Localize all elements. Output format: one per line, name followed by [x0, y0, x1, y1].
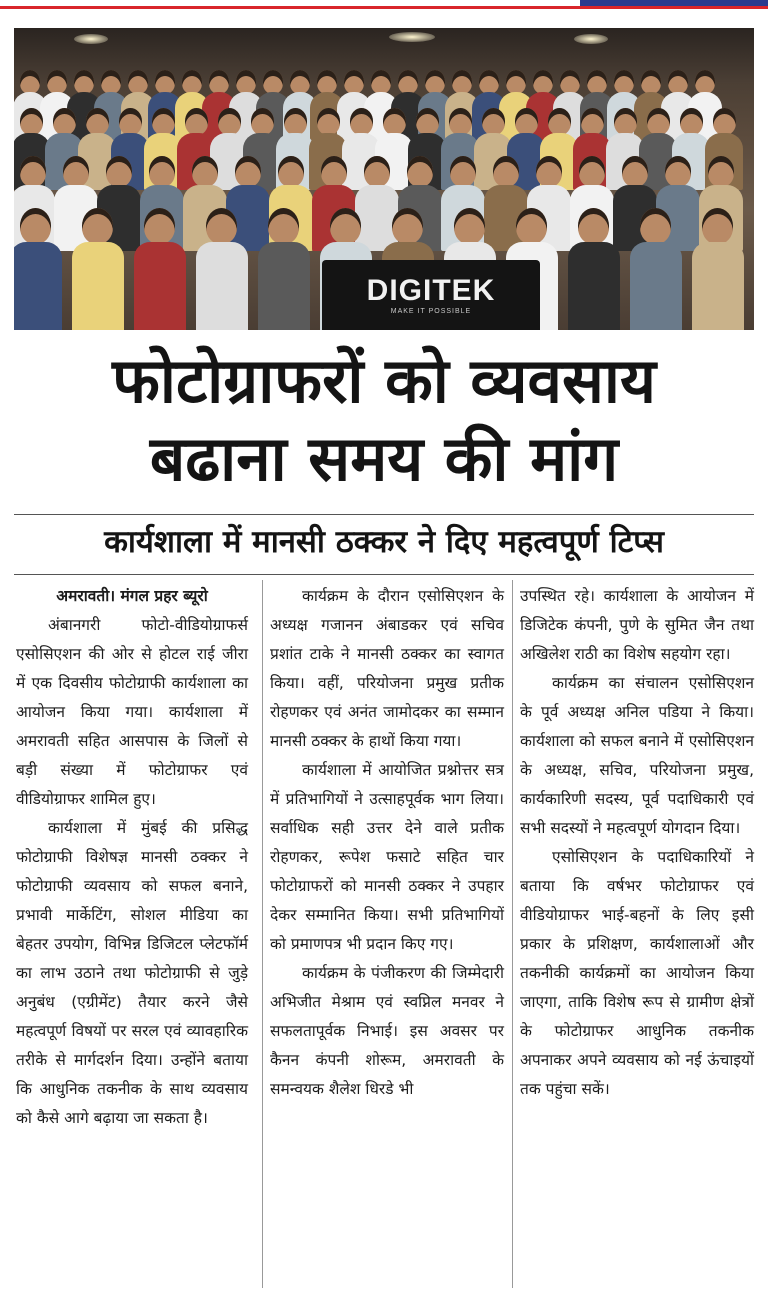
- column-divider: [262, 580, 263, 1288]
- person-head: [482, 108, 505, 135]
- person-head: [398, 70, 418, 94]
- person-head: [236, 70, 256, 94]
- person-head: [185, 108, 208, 135]
- paragraph: कार्यशाला में आयोजित प्रश्नोत्तर सत्र में प्रतिभागियों ने उत्साहपूर्वक भाग लिया। सर्वाधिक सही उत्तर देने वाले प्रतीक रोहणकर, रूपेश फसाटे सहित चार फोटोग्राफरों को मानसी ठक्कर ने उपहार देकर सम्मानित किया। सभी प्रतिभागियों को प्रमाणपत्र भी प्रदान किए गए।: [270, 761, 504, 953]
- masthead-strip: [0, 0, 768, 14]
- dateline: अमरावती। मंगल प्रहर ब्यूरो: [56, 587, 208, 605]
- person-head: [206, 208, 237, 244]
- person-body: [196, 242, 248, 330]
- person-head: [548, 108, 571, 135]
- person-head: [506, 70, 526, 94]
- person-head: [251, 108, 274, 135]
- person-head: [364, 156, 390, 187]
- banner-tagline: MAKE IT POSSIBLE: [390, 308, 472, 315]
- person-head: [536, 156, 562, 187]
- person-head: [695, 70, 715, 94]
- person-head: [290, 70, 310, 94]
- person-head: [350, 108, 373, 135]
- person-head: [86, 108, 109, 135]
- group-photo: [14, 28, 754, 330]
- column-3: [520, 582, 754, 1104]
- person-head: [515, 108, 538, 135]
- person-head: [668, 70, 688, 94]
- person-head: [74, 70, 94, 94]
- paragraph-continuation: उपस्थित रहे। कार्यशाला के आयोजन में डिजिटेक कंपनी, पुणे के सुमित जैन तथा अखिलेश राठी का विशेष सहयोग रहा।: [520, 587, 754, 663]
- person-head: [268, 208, 299, 244]
- column-1: [16, 582, 248, 1133]
- person-head: [578, 208, 609, 244]
- person-head: [101, 70, 121, 94]
- paragraph: अंबानगरी फोटो-वीडियोग्राफर्स एसोसिएशन की ओर से होटल राई जीरा में एक दिवसीय फोटोग्राफी कार्यशाला का आयोजन किया गया। कार्यशाला में अमरावती सहित आसपास के जिलों से बड़ी संख्या में फोटोग्राफर एवं वीडियोग्राफर शामिल हुए।: [16, 616, 248, 808]
- person-head: [128, 70, 148, 94]
- banner-logo: DIGITEK: [366, 274, 496, 307]
- ceiling-light: [389, 32, 435, 42]
- person-head: [392, 208, 423, 244]
- person-head: [317, 108, 340, 135]
- person-head: [665, 156, 691, 187]
- paragraph: कार्यक्रम के पंजीकरण की जिम्मेदारी अभिजीत मेश्राम एवं स्वप्निल मनवर ने सफलतापूर्वक निभाई। इस अवसर पर कैनन कंपनी शोरूम, अमरावती के समन्वयक शैलेश धिरडे भी: [270, 964, 504, 1098]
- column-2: [270, 582, 504, 1104]
- person-body: [258, 242, 310, 330]
- person-head: [155, 70, 175, 94]
- person-head: [587, 70, 607, 94]
- headline-line-2: बढाना समय की मांग: [149, 422, 619, 495]
- person-head: [284, 108, 307, 135]
- person-head: [452, 70, 472, 94]
- paragraph: कार्यक्रम के दौरान एसोसिएशन के अध्यक्ष गजानन अंबाडकर एवं सचिव प्रशांत टाके ने मानसी ठक्कर का स्वागत किया। वहीं, परियोजना प्रमुख प्रतीक रोहणकर एवं अनंत जामोदकर का सम्मान मानसी ठक्कर के हाथों किया गया।: [270, 587, 504, 750]
- person-head: [416, 108, 439, 135]
- ceiling-light: [74, 34, 108, 44]
- person-head: [344, 70, 364, 94]
- person-head: [450, 156, 476, 187]
- person-head: [149, 156, 175, 187]
- paragraph: एसोसिएशन के पदाधिकारियों ने बताया कि वर्षभर फोटोग्राफर एवं वीडियोग्राफर भाई-बहनों के लिए इसी प्रकार के प्रशिक्षण, कार्यशालाओं और तकनीकी कार्यक्रमों का आयोजन किया जाएगा, ताकि विशेष रूप से ग्रामीण क्षेत्रों के फोटोग्राफर आधुनिक तकनीक अपनाकर अपने व्यवसाय को नई ऊंचाइयों तक पहुंचा सकें।: [520, 848, 754, 1098]
- person-head: [454, 208, 485, 244]
- person-head: [235, 156, 261, 187]
- red-rule: [0, 6, 768, 9]
- person-head: [407, 156, 433, 187]
- ceiling-light: [574, 34, 608, 44]
- person-head: [47, 70, 67, 94]
- person-body: [134, 242, 186, 330]
- person-head: [533, 70, 553, 94]
- person-head: [560, 70, 580, 94]
- divider-rule: [14, 514, 754, 515]
- digitek-banner: [322, 260, 540, 330]
- person-head: [371, 70, 391, 94]
- person-head: [278, 156, 304, 187]
- person-head: [144, 208, 175, 244]
- person-head: [516, 208, 547, 244]
- person-head: [119, 108, 142, 135]
- person-head: [20, 70, 40, 94]
- person-head: [53, 108, 76, 135]
- person-head: [330, 208, 361, 244]
- divider-rule: [14, 574, 754, 575]
- subheadline: कार्यशाला में मानसी ठक्कर ने दिए महत्वपूर्ण टिप्स: [104, 524, 664, 560]
- column-divider: [512, 580, 513, 1288]
- person-head: [647, 108, 670, 135]
- person-head: [708, 156, 734, 187]
- person-head: [641, 70, 661, 94]
- person-body: [568, 242, 620, 330]
- person-head: [640, 208, 671, 244]
- person-head: [20, 208, 51, 244]
- person-head: [192, 156, 218, 187]
- paragraph: कार्यक्रम का संचालन एसोसिएशन के पूर्व अध्यक्ष अनिल पडिया ने किया। कार्यशाला को सफल बनाने में एसोसिएशन के अध्यक्ष, सचिव, परियोजना प्रमुख, कार्यकारिणी सदस्य, पूर्व पदाधिकारी एवं सभी सदस्यों ने महत्वपूर्ण योगदान दिया।: [520, 674, 754, 837]
- person-head: [383, 108, 406, 135]
- person-head: [713, 108, 736, 135]
- person-head: [218, 108, 241, 135]
- person-body: [14, 242, 62, 330]
- blue-bar: [580, 0, 768, 6]
- person-head: [152, 108, 175, 135]
- person-head: [63, 156, 89, 187]
- person-body: [72, 242, 124, 330]
- person-body: [692, 242, 744, 330]
- person-head: [182, 70, 202, 94]
- person-head: [321, 156, 347, 187]
- headline-line-1: फोटोग्राफरों को व्यवसाय: [112, 344, 656, 417]
- person-head: [579, 156, 605, 187]
- person-head: [680, 108, 703, 135]
- person-body: [630, 242, 682, 330]
- person-head: [317, 70, 337, 94]
- person-head: [106, 156, 132, 187]
- person-head: [20, 156, 46, 187]
- person-head: [702, 208, 733, 244]
- person-head: [581, 108, 604, 135]
- person-head: [449, 108, 472, 135]
- person-head: [425, 70, 445, 94]
- person-head: [622, 156, 648, 187]
- person-head: [209, 70, 229, 94]
- person-head: [614, 70, 634, 94]
- person-head: [82, 208, 113, 244]
- person-head: [20, 108, 43, 135]
- person-head: [263, 70, 283, 94]
- person-head: [479, 70, 499, 94]
- headline: [10, 342, 758, 498]
- person-head: [614, 108, 637, 135]
- paragraph: कार्यशाला में मुंबई की प्रसिद्ध फोटोग्राफी विशेषज्ञ मानसी ठक्कर ने फोटोग्राफी व्यवसाय को सफल बनाने, प्रभावी मार्केटिंग, सोशल मीडिया का बेहतर उपयोग, विभिन्न डिजिटल प्लेटफॉर्म का लाभ उठाने तथा फोटोग्राफी से जुड़े अनुबंध (एग्रीमेंट) तैयार करने जैसे महत्वपूर्ण विषयों पर सरल एवं व्यावहारिक तरीके से मार्गदर्शन दिया। उन्होंने बताया कि आधुनिक तकनीक के साथ व्यवसाय को कैसे आगे बढ़ाया जा सकता है।: [16, 819, 248, 1127]
- person-head: [493, 156, 519, 187]
